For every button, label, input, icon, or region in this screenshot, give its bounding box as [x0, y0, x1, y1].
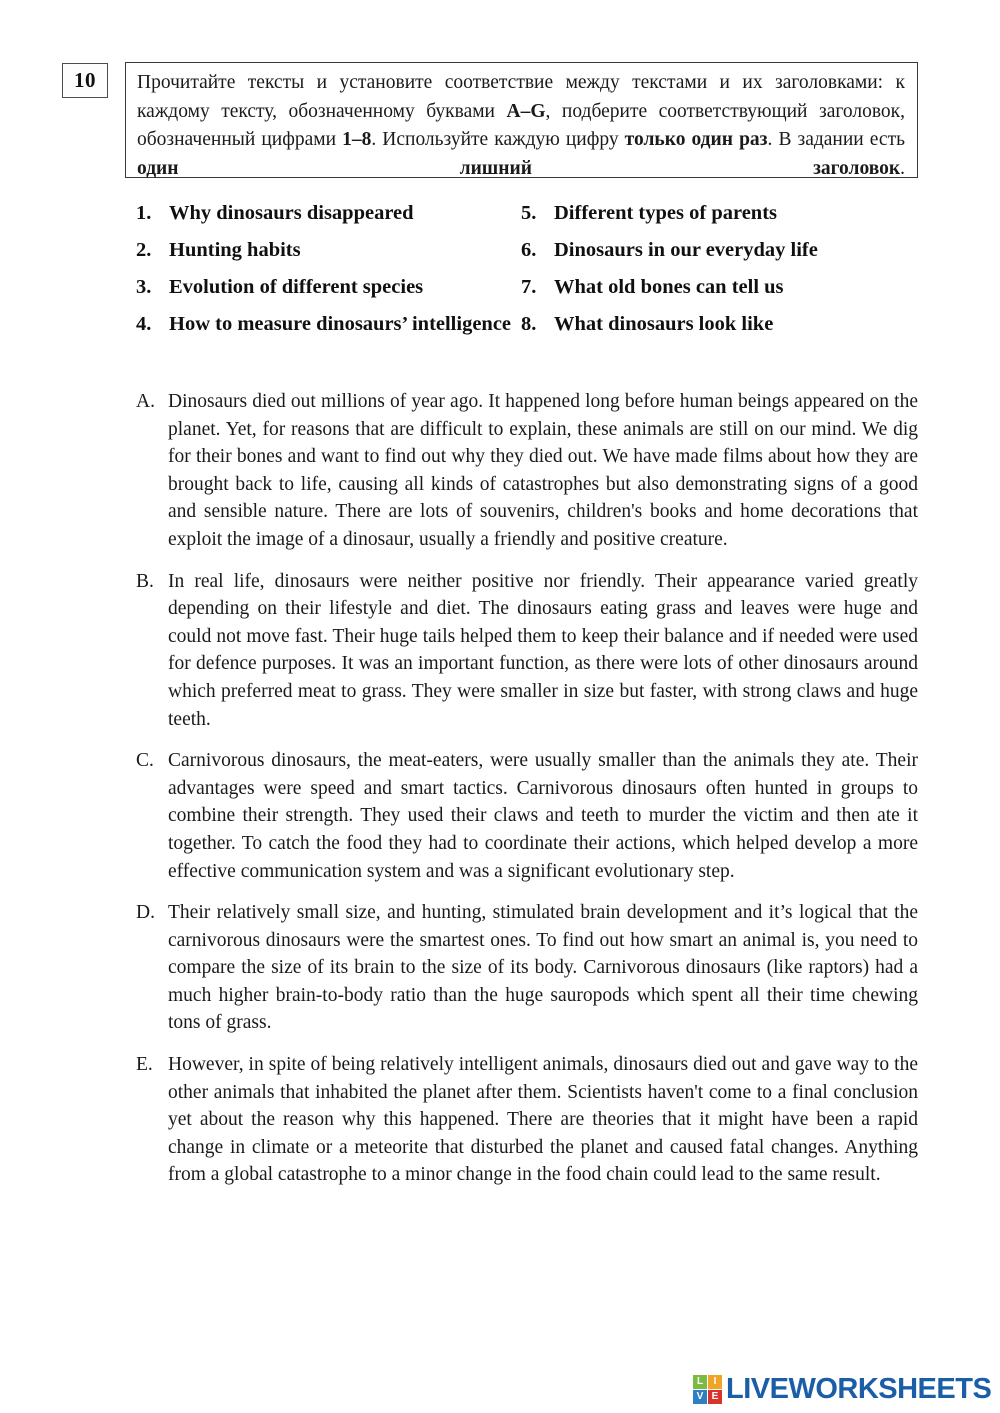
- reading-text-a: [0, 388, 1000, 554]
- heading-item[interactable]: [136, 311, 516, 337]
- reading-text-c: [0, 747, 1000, 885]
- text-body: In real life, dinosaurs were neither positive nor friendly. Their appearance varied greatly depending on their lifestyle and diet. The dinosaurs eating grass and leaves were huge and could not move fast. Their huge tails helped them to keep their balance and if needed were used for defence purposes. It was an important function, as there were lots of other dinosaurs around which preferred meat to grass. They were smaller in size but faster, with strong claws and huge teeth.: [168, 570, 918, 730]
- heading-item[interactable]: [136, 274, 516, 300]
- logo-tile-v: V: [693, 1390, 707, 1404]
- live-tiles-icon: [693, 1375, 722, 1404]
- heading-number: 1.: [136, 202, 152, 224]
- headings-column-left: [136, 200, 516, 348]
- heading-number: 6.: [521, 239, 537, 261]
- heading-label: Hunting habits: [169, 239, 301, 261]
- reading-text-b: [0, 568, 1000, 734]
- text-body: Their relatively small size, and hunting, stimulated brain development and it’s logical that the carnivorous dinosaurs were the smartest ones. To find out how smart an animal is, you need to compare the size of its brain to the size of its body. Carnivorous dinosaurs (like raptors) had a much higher brain-to-body ratio than the huge sauropods which spent all their time chewing tons of grass.: [168, 902, 918, 1034]
- text-body: Dinosaurs died out millions of year ago. It happened long before human beings appeared on the planet. Yet, for reasons that are difficult to explain, these animals are still on our mind. We dig for their bones and want to find out why they died out. We have made films about how they are brought back to life, causing all kinds of catastrophes but also demonstrating signs of a good and sensible nature. There are lots of souvenirs, children's books and home decorations that exploit the image of a dinosaur, usually a friendly and positive creature.: [168, 391, 918, 550]
- liveworksheets-logo[interactable]: [693, 1372, 991, 1406]
- heading-label: Different types of parents: [554, 202, 777, 224]
- logo-tile-i: I: [708, 1375, 722, 1389]
- text-letter: C.: [136, 750, 154, 772]
- logo-wordmark: LIVEWORKSHEETS: [726, 1372, 992, 1405]
- logo-tile-l: L: [693, 1375, 707, 1389]
- heading-item[interactable]: [136, 237, 516, 263]
- task-number-box: 10: [62, 63, 108, 98]
- text-letter: B.: [136, 570, 154, 592]
- heading-number: 7.: [521, 276, 537, 298]
- heading-number: 2.: [136, 239, 152, 261]
- heading-number: 4.: [136, 313, 152, 335]
- instruction-box: [125, 62, 918, 178]
- text-letter: E.: [136, 1054, 153, 1076]
- heading-label: How to measure dinosaurs’ intelligence: [169, 313, 512, 335]
- heading-number: 3.: [136, 276, 152, 298]
- heading-label: Why dinosaurs disappeared: [169, 202, 414, 224]
- heading-item[interactable]: [521, 237, 941, 263]
- reading-text-d: [0, 899, 1000, 1037]
- heading-label: What old bones can tell us: [554, 276, 784, 298]
- instruction-text: Прочитайте тексты и установите соответствие между текстами и их заголовками: к каждому тексту, обозначенному буквами A–G, подберите соответствующий заголовок, обозначенный цифрами 1–8. Используйте каждую цифру только один раз. В задании есть один лишний заголовок.: [137, 72, 906, 179]
- heading-item[interactable]: [521, 274, 941, 300]
- reading-text-e: [0, 1051, 1000, 1189]
- text-body: However, in spite of being relatively intelligent animals, dinosaurs died out and gave way to the other animals that inhabited the planet after them. Scientists haven't come to a final conclusion yet about the reason why this happened. There are theories that it might have been a rapid change in climate or a meteorite that disturbed the planet and caused fatal changes. Anything from a global catastrophe to a minor change in the food chain could lead to the same result.: [168, 1054, 918, 1186]
- reading-texts: [0, 388, 1000, 1203]
- heading-label: What dinosaurs look like: [554, 313, 774, 335]
- heading-label: Evolution of different species: [169, 276, 424, 298]
- task-header: [0, 0, 1000, 185]
- text-letter: D.: [136, 902, 155, 924]
- headings-column-right: [521, 200, 941, 348]
- heading-label: Dinosaurs in our everyday life: [554, 239, 818, 261]
- heading-number: 5.: [521, 202, 537, 224]
- heading-number: 8.: [521, 313, 537, 335]
- heading-item[interactable]: [136, 200, 516, 226]
- text-body: Carnivorous dinosaurs, the meat-eaters, were usually smaller than the animals they ate. Their advantages were speed and smart tactics. Carnivorous dinosaurs often hunted in groups to combine their strength. They used their claws and teeth to murder the victim and then ate it together. To catch the food they had to coordinate their actions, which helped develop a more effective communication system and was a significant evolutionary step.: [168, 750, 918, 882]
- logo-tile-e: E: [708, 1390, 722, 1404]
- text-letter: A.: [136, 391, 155, 412]
- heading-item[interactable]: [521, 200, 941, 226]
- heading-item[interactable]: [521, 311, 941, 337]
